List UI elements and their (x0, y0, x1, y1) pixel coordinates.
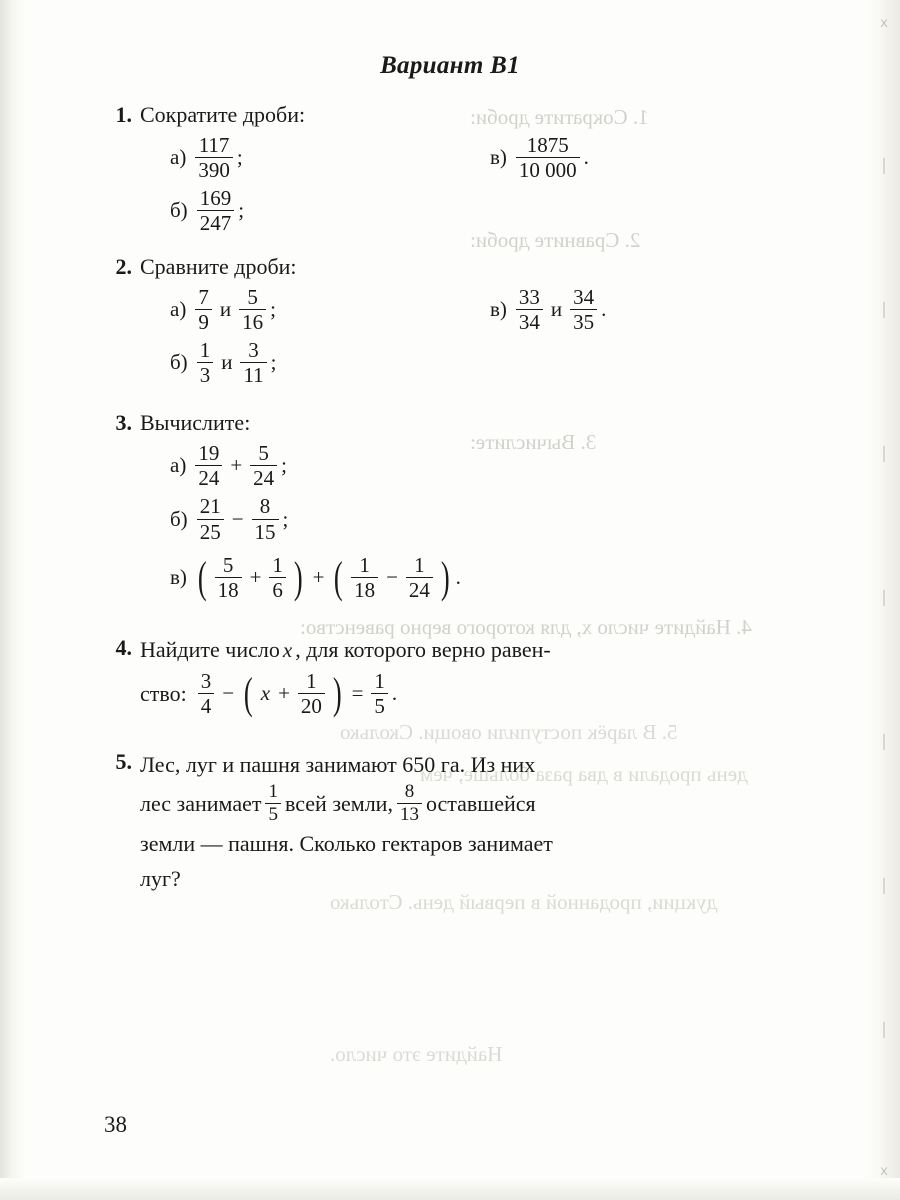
arithmetic-operator: − (222, 681, 235, 706)
fraction-numerator: 117 (198, 133, 230, 157)
fraction (397, 782, 422, 825)
fraction-denominator: 35 (570, 309, 597, 333)
fraction (269, 554, 286, 601)
fraction-denominator: 390 (195, 157, 233, 181)
item-punctuation: . (455, 565, 461, 590)
fraction-denominator: 4 (198, 693, 215, 717)
arithmetic-operator: + (249, 565, 262, 590)
fraction-numerator: 8 (259, 494, 271, 519)
item-punctuation: . (391, 681, 398, 706)
fraction-denominator: 247 (197, 210, 235, 234)
fraction (197, 495, 224, 542)
fraction-numerator: 1 (374, 669, 385, 694)
task-prompt: Сократите дроби: (140, 102, 306, 127)
fraction (570, 286, 597, 333)
page-left-edge-shadow (0, 0, 26, 1200)
fraction-denominator: 6 (269, 577, 286, 601)
task-prompt-part1: Найдите число (140, 636, 280, 662)
item-punctuation: ; (270, 297, 276, 322)
fraction-numerator: 5 (258, 441, 269, 466)
arithmetic-operator: − (231, 506, 244, 531)
close-paren: ) (293, 552, 303, 602)
bleed-text: 3. Вычислите: (470, 430, 597, 454)
fraction-numerator: 8 (404, 780, 415, 802)
fraction-denominator: 18 (215, 577, 242, 601)
fraction-denominator: 20 (298, 693, 325, 717)
task-number: 4. (115, 634, 132, 660)
item-label: б) (170, 198, 188, 223)
fraction-numerator: 1875 (526, 133, 569, 157)
fraction-denominator: 25 (197, 519, 224, 543)
arithmetic-operator: + (230, 453, 243, 478)
edge-dash (883, 1022, 885, 1038)
equation-line (140, 670, 820, 717)
fraction-denominator: 13 (397, 803, 422, 825)
task-4 (100, 633, 820, 718)
comparison-operator: и (219, 297, 232, 322)
fraction-denominator: 24 (406, 577, 433, 601)
task-1 (100, 100, 820, 238)
fraction-numerator: 19 (198, 441, 220, 466)
item-punctuation: ; (281, 453, 288, 478)
task-item (170, 134, 460, 181)
fraction (406, 554, 433, 601)
item-punctuation: ; (270, 350, 277, 375)
task-2 (100, 252, 820, 390)
bleed-text: 4. Найдите число x, для которого верно равенство: (300, 615, 752, 639)
task-item (490, 286, 820, 333)
item-label: а) (170, 297, 187, 322)
fraction (298, 670, 325, 717)
task-text-line-1: Лес, луг и пашня занимают 650 га. Из них (140, 752, 536, 778)
task-item (490, 134, 820, 181)
fraction-denominator: 24 (250, 465, 277, 489)
comparison-operator: и (221, 350, 233, 375)
fraction-numerator: 1 (306, 669, 317, 694)
exercise-list (100, 100, 820, 903)
fraction-numerator: 33 (518, 285, 540, 310)
edge-mark-bottom: X (880, 1166, 888, 1178)
task-text-part-b: всей земли, (284, 791, 393, 817)
task-prompt: Сравните дроби: (140, 254, 297, 280)
fraction (516, 134, 580, 181)
fraction-numerator: 1 (359, 553, 370, 578)
bleed-text: 1. Сократите дроби: (470, 105, 649, 129)
fraction (198, 670, 215, 717)
bleed-text: 2. Сравните дроби: (470, 228, 641, 252)
fraction-denominator: 34 (516, 309, 543, 333)
arithmetic-operator: + (312, 565, 325, 590)
fraction (240, 339, 266, 386)
item-label: а) (170, 453, 187, 478)
fraction (195, 134, 233, 181)
edge-dash (883, 878, 885, 894)
fraction-numerator: 169 (199, 186, 232, 211)
bleed-text: день продали в два раза больше, чем (420, 762, 748, 786)
bleed-text: Найдите это число. (330, 1042, 503, 1066)
open-paren: ( (197, 552, 207, 602)
fraction-denominator: 5 (265, 803, 281, 825)
item-label: в) (490, 297, 507, 322)
edge-dash (883, 446, 885, 462)
fraction (215, 554, 242, 601)
fraction (239, 286, 266, 333)
page-title: Вариант В1 (380, 52, 520, 79)
fraction-denominator: 11 (240, 362, 266, 386)
task-item (170, 339, 460, 386)
item-label: б) (170, 350, 188, 375)
fraction-denominator: 18 (351, 577, 378, 601)
fraction-numerator: 1 (414, 553, 425, 578)
item-punctuation: ; (236, 145, 243, 170)
fraction-numerator: 3 (248, 338, 259, 363)
task-text-line-3: земли — пашня. Сколько гектаров занимает (140, 830, 553, 856)
open-paren: ( (244, 669, 253, 719)
item-label: а) (170, 145, 187, 170)
variable-x: x (282, 637, 293, 662)
task-number: 2. (115, 254, 132, 280)
edge-dash (883, 302, 885, 318)
fraction-numerator: 1 (272, 553, 283, 578)
task-text-line-2 (140, 780, 820, 826)
task-item (170, 549, 820, 607)
item-label: в) (490, 145, 507, 170)
fraction-numerator: 5 (222, 553, 234, 578)
edge-mark-top: X (880, 18, 888, 30)
task-item (170, 495, 820, 542)
task-text-part-a: лес занимает (140, 791, 262, 817)
item-punctuation: ; (282, 506, 289, 531)
task-number: 3. (115, 410, 132, 436)
bleed-text: дукции, проданной в первый день. Столько (330, 890, 718, 914)
fraction (252, 495, 279, 542)
page-number: 38 (104, 1112, 127, 1137)
task-3 (100, 408, 820, 610)
fraction-numerator: 1 (268, 780, 278, 802)
close-paren: ) (440, 552, 450, 602)
task-prompt: Вычислите: (140, 410, 251, 436)
fraction (197, 339, 214, 386)
equation-prefix: ство: (140, 680, 187, 706)
fraction (265, 782, 281, 825)
task-text-line-4: луг? (140, 866, 181, 892)
page-edge-marks (876, 18, 892, 1178)
open-paren: ( (334, 552, 344, 602)
fraction-numerator: 34 (573, 285, 595, 310)
edge-dash (883, 590, 885, 606)
task-text-part-c: оставшейся (425, 791, 536, 817)
fraction-denominator: 5 (371, 693, 388, 717)
task-item (170, 286, 460, 333)
item-punctuation: ; (238, 198, 245, 223)
edge-dash (883, 734, 885, 750)
fraction (197, 187, 235, 234)
page-bottom-edge-shadow (0, 1178, 900, 1200)
edge-dash (883, 158, 885, 174)
task-item (170, 187, 460, 234)
arithmetic-operator: + (278, 681, 290, 706)
comparison-operator: и (550, 297, 563, 322)
task-prompt (140, 633, 820, 667)
item-label: в) (170, 565, 187, 590)
item-punctuation: . (601, 297, 607, 322)
fraction-denominator: 3 (197, 362, 214, 386)
bleed-text: 5. В ларёк поступили овощи. Сколько (340, 720, 678, 744)
close-paren: ) (332, 669, 342, 719)
task-item (170, 442, 820, 489)
item-punctuation: . (583, 145, 589, 170)
fraction-numerator: 1 (199, 338, 211, 363)
fraction (195, 286, 212, 333)
fraction-denominator: 9 (195, 309, 212, 333)
fraction-numerator: 5 (247, 285, 258, 310)
fraction-denominator: 24 (195, 465, 222, 489)
equals-sign: = (351, 681, 364, 706)
fraction-denominator: 16 (239, 309, 266, 333)
fraction (371, 670, 388, 717)
fraction-numerator: 7 (198, 285, 209, 310)
fraction (195, 442, 222, 489)
fraction-denominator: 10 000 (516, 157, 580, 181)
task-number: 1. (115, 102, 132, 127)
variable-x: x (260, 681, 271, 706)
task-prompt-part2: , для которого верно равен- (295, 636, 551, 662)
fraction-numerator: 3 (200, 669, 212, 694)
fraction (351, 554, 378, 601)
arithmetic-operator: − (386, 565, 398, 590)
fraction-denominator: 15 (252, 519, 279, 543)
fraction (516, 286, 543, 333)
fraction-numerator: 21 (199, 494, 221, 519)
task-5 (100, 747, 820, 897)
item-label: б) (170, 506, 188, 531)
task-number: 5. (115, 749, 132, 775)
fraction (250, 442, 277, 489)
